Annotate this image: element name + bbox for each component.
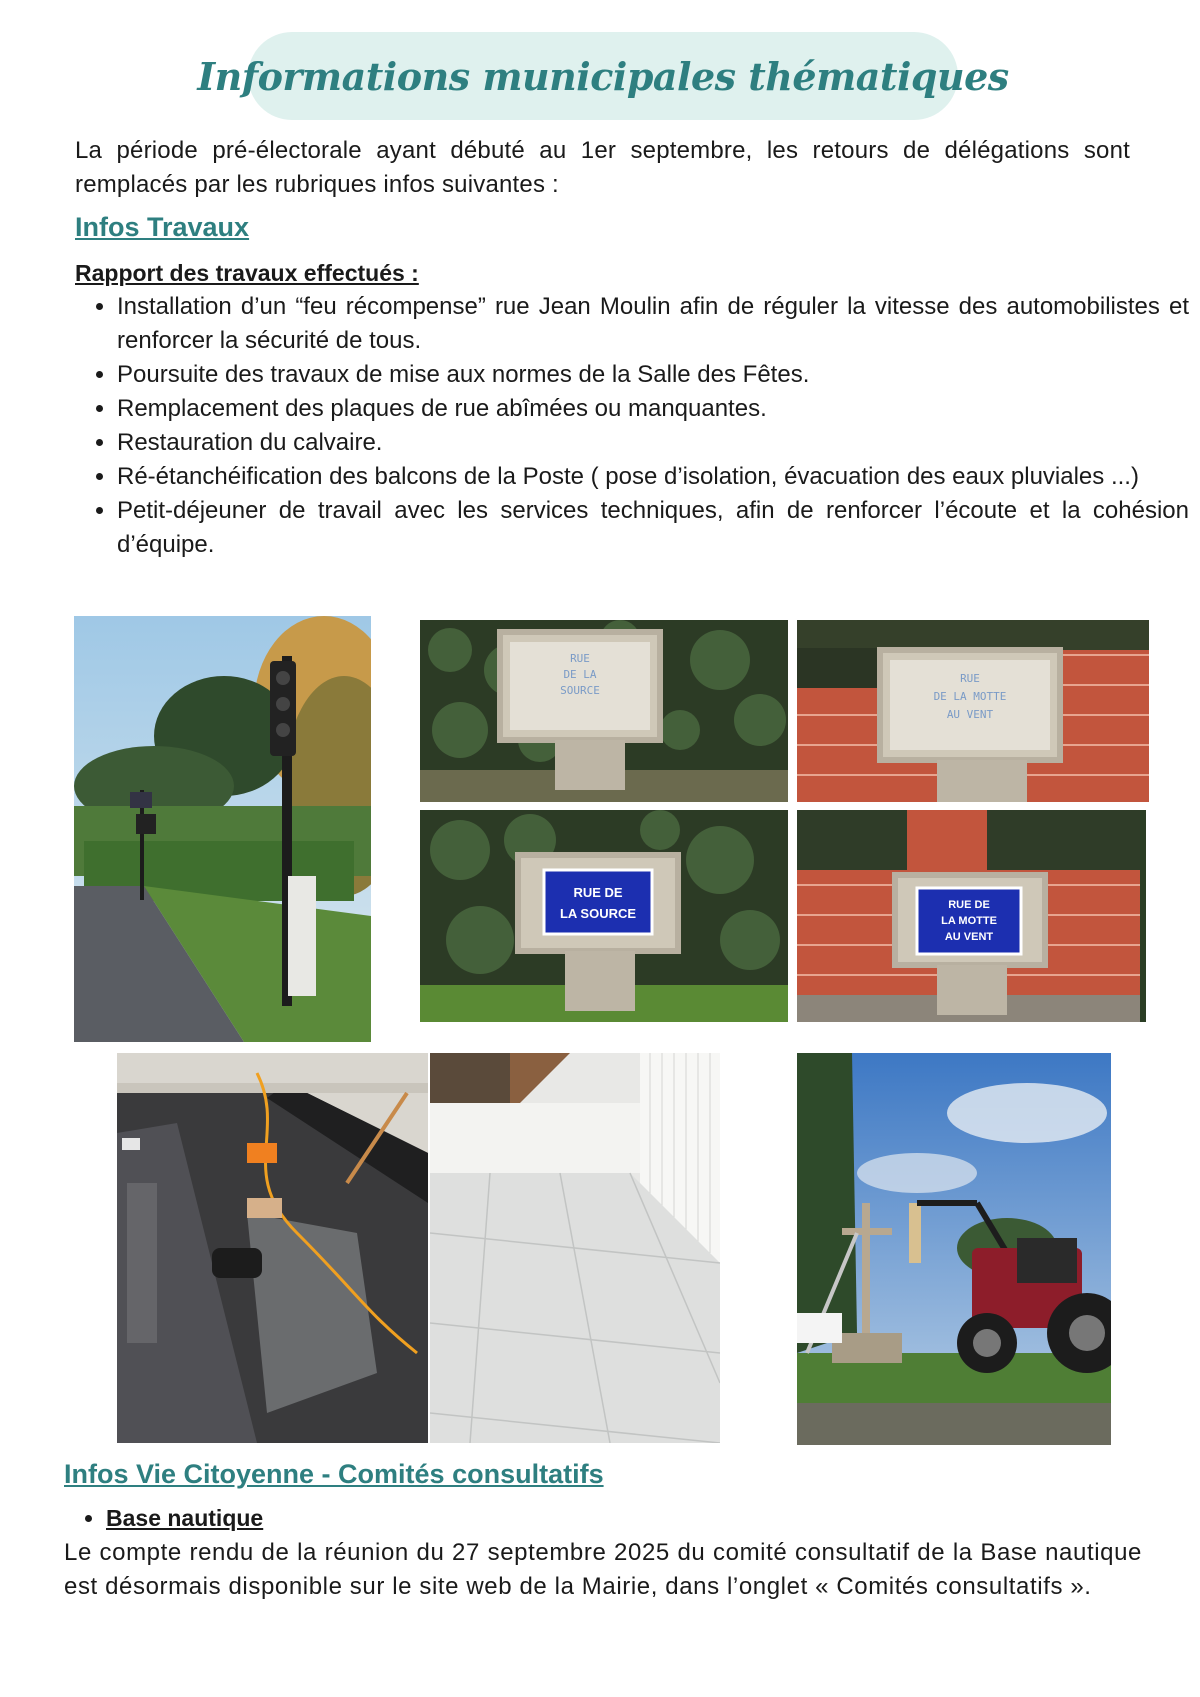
photo-balcony-roofing [117, 1053, 428, 1443]
new-sign-motte-line1: RUE DE [948, 899, 990, 911]
old-sign-source-line3: SOURCE [560, 684, 600, 697]
list-item [106, 1505, 1184, 1532]
item-base-nautique: Base nautique [106, 1505, 264, 1531]
subheading-rapport: Rapport des travaux effectués : [75, 260, 419, 286]
photo-old-sign-source [420, 620, 788, 802]
compte-rendu-paragraph: Le compte rendu de la réunion du 27 septembre 2025 du comité consultatif de la Base nautique est désormais disponible sur le site web de la Mairie, dans l’onglet « Comités consultatifs ». [64, 1539, 1142, 1600]
old-sign-motte-line3: AU VENT [946, 708, 994, 721]
photo-feu-recompense [74, 616, 371, 1042]
new-sign-motte-line2: LA MOTTE [941, 915, 997, 927]
works-list [75, 290, 1189, 562]
old-sign-source-line2: DE LA [563, 668, 597, 681]
list-item: • Installation d’un “feu récompense” rue Jean Moulin afin de réguler la vitesse des automobilistes et renforcer la sécurité de tous. [117, 290, 1189, 358]
comites-list [64, 1505, 1184, 1532]
list-item: • Restauration du calvaire. [117, 426, 1189, 460]
new-sign-motte-line3: AU VENT [944, 931, 994, 943]
list-item: • Poursuite des travaux de mise aux normes de la Salle des Fêtes. [117, 358, 1189, 392]
list-item: • Remplacement des plaques de rue abîmées ou manquantes. [117, 392, 1189, 426]
old-sign-motte-line2: DE LA MOTTE [933, 690, 1007, 703]
old-sign-source-line1: RUE [570, 652, 590, 665]
photo-new-sign-motte [797, 810, 1146, 1022]
section-heading-travaux: Infos Travaux [75, 212, 250, 242]
old-sign-motte-line1: RUE [960, 672, 980, 685]
photo-new-sign-source [420, 810, 788, 1022]
photo-calvaire [797, 1053, 1111, 1445]
photo-old-sign-motte [797, 620, 1149, 802]
title-banner [197, 32, 1009, 120]
list-item: • Petit-déjeuner de travail avec les services techniques, afin de renforcer l’écoute et la cohésion d’équipe. [117, 494, 1189, 562]
new-sign-source-line2: LA SOURCE [559, 906, 637, 921]
page-title: Informations municipales thématiques [197, 53, 1009, 99]
list-item: • Ré-étanchéification des balcons de la Poste ( pose d’isolation, évacuation des eaux pluviales ...) [117, 460, 1189, 494]
photo-balcony-tiles [430, 1053, 720, 1443]
section-heading-citoyenne: Infos Vie Citoyenne - Comités consultatifs [64, 1459, 604, 1489]
intro-paragraph: La période pré-électorale ayant débuté au 1er septembre, les retours de délégations sont remplacés par les rubriques infos suivantes : [75, 137, 1130, 198]
new-sign-source-line1: RUE DE [573, 885, 623, 900]
